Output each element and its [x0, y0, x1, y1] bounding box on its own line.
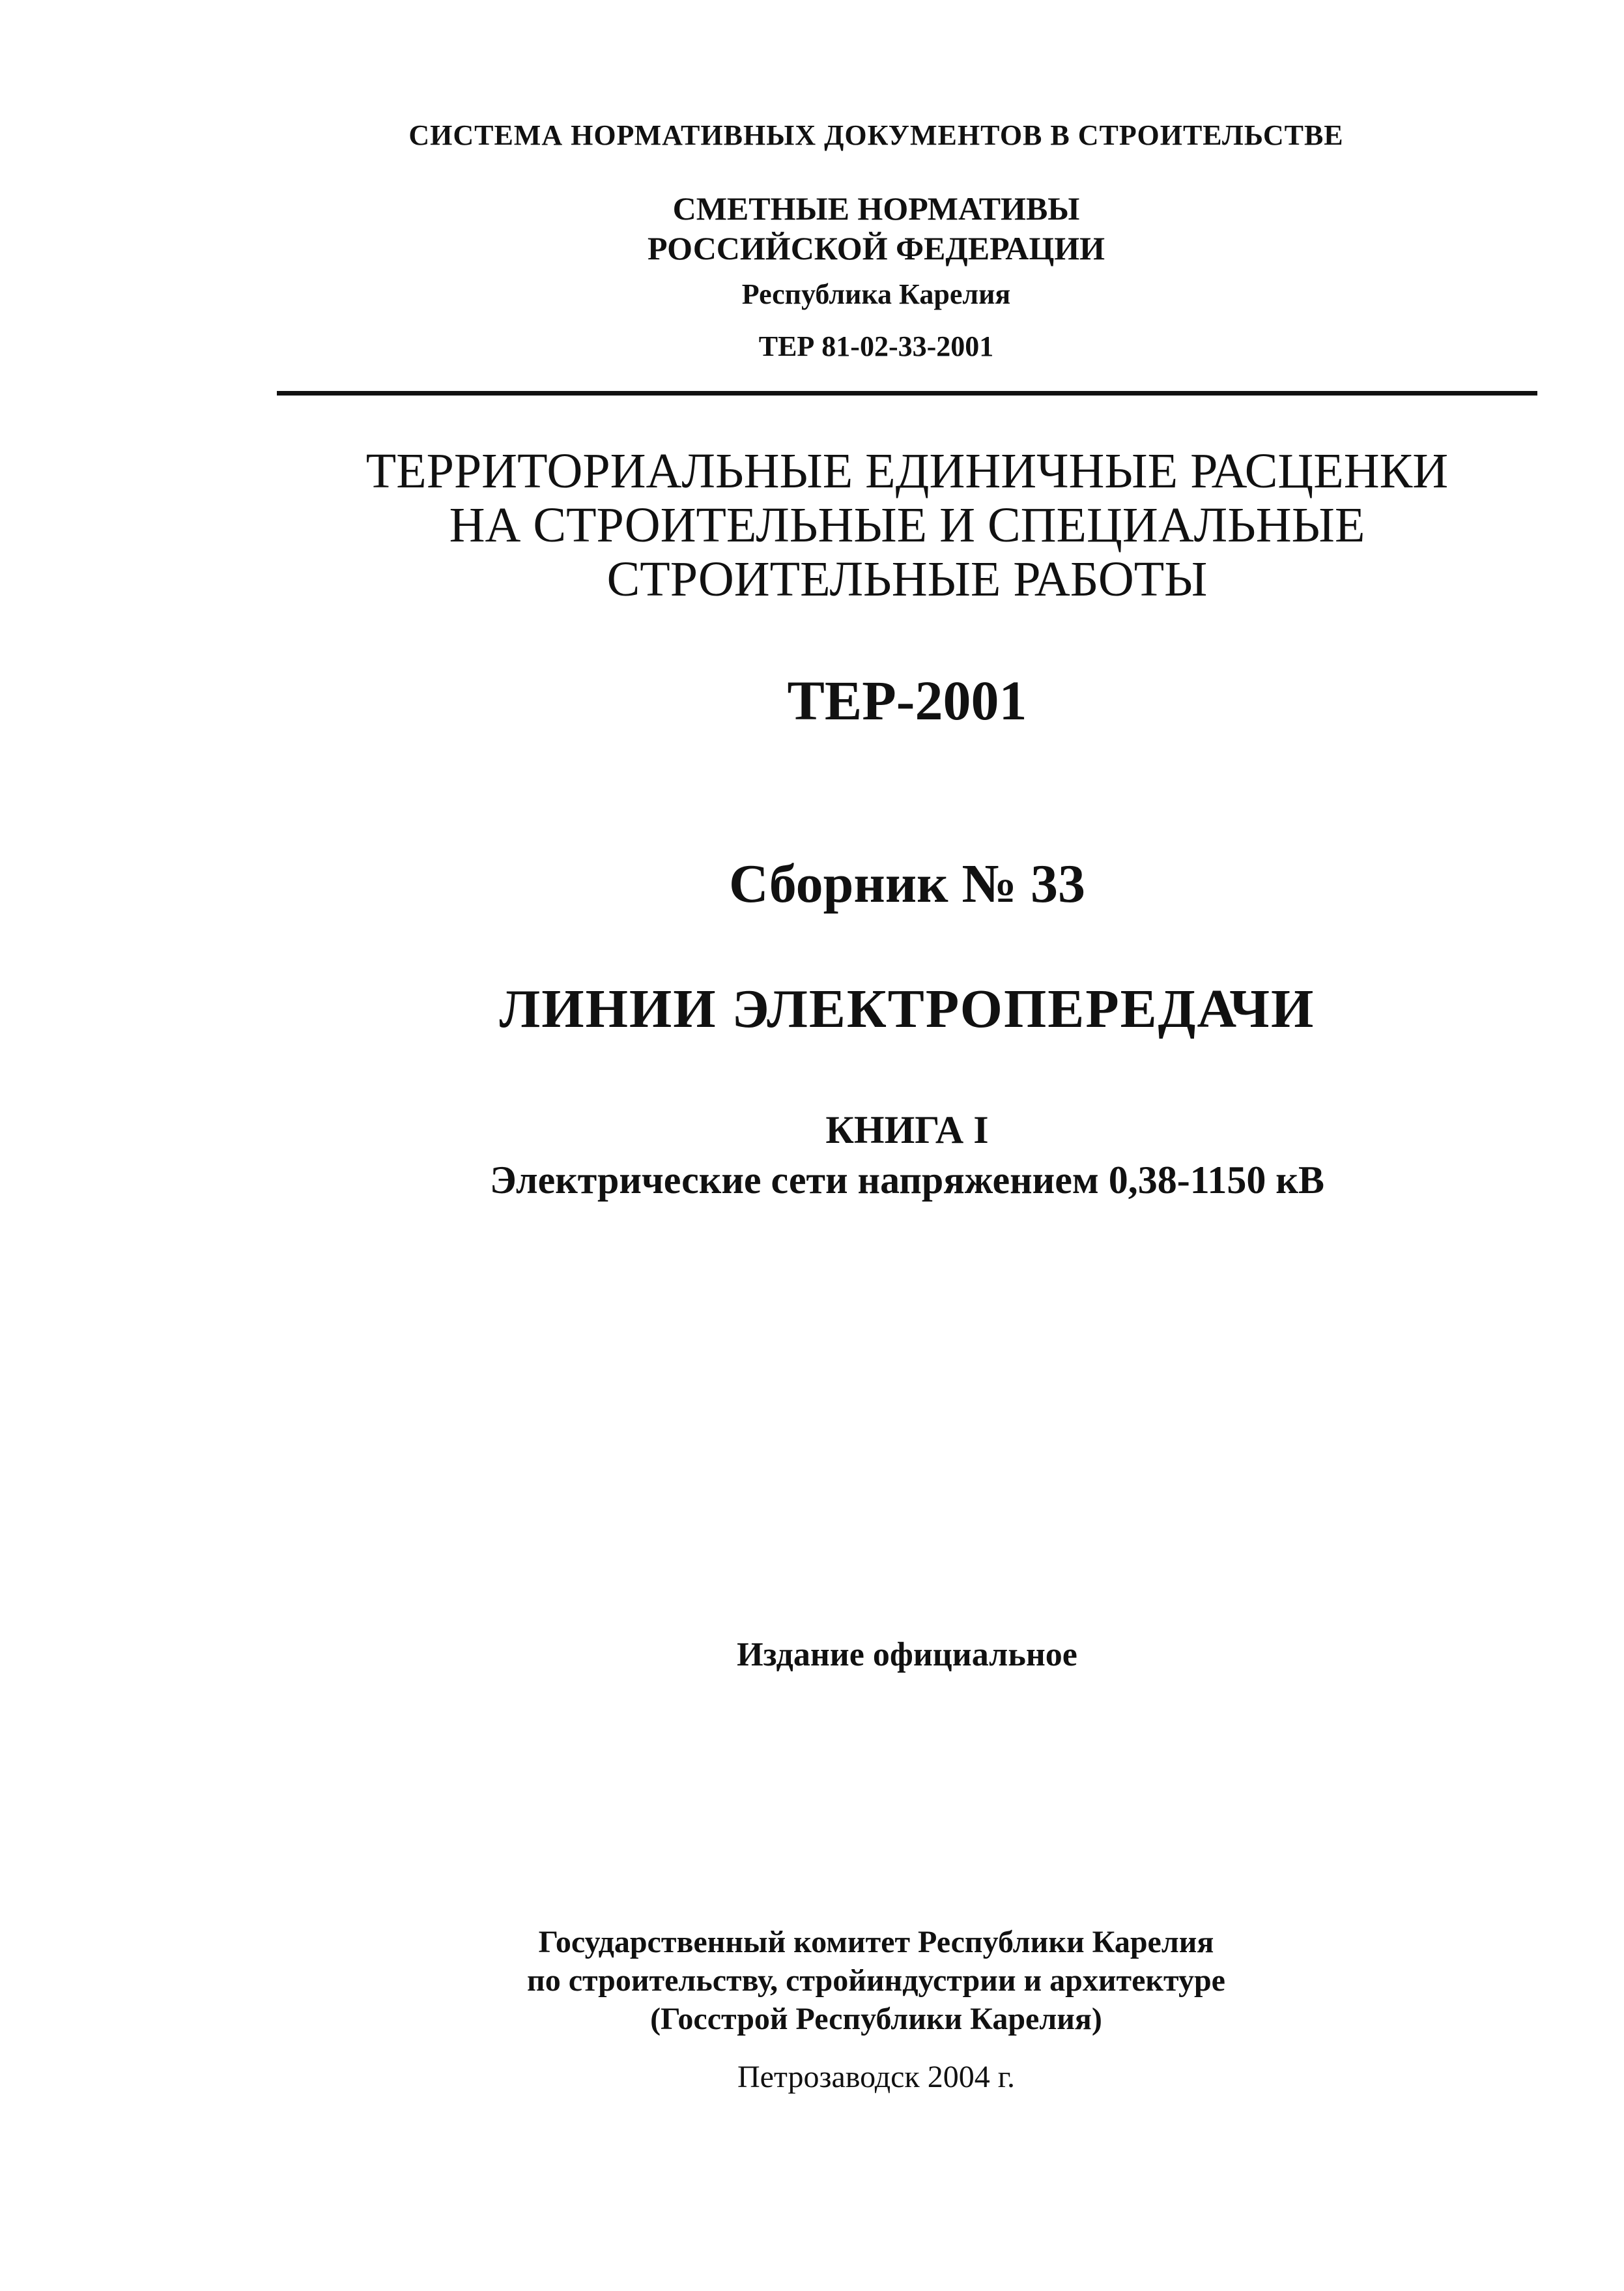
republic-name: Республика Карелия: [741, 278, 1011, 310]
edition-note: Издание официальное: [737, 1636, 1077, 1673]
publisher-line1: Государственный комитет Республики Карелия: [538, 1925, 1214, 1959]
book-subtitle: Электрические сети напряжением 0,38-1150 кВ: [490, 1159, 1324, 1202]
title-line1: ТЕРРИТОРИАЛЬНЫЕ ЕДИНИЧНЫЕ РАСЦЕНКИ: [365, 444, 1449, 498]
norms-heading-line1: СМЕТНЫЕ НОРМАТИВЫ: [672, 190, 1080, 227]
document-code: ТЕР 81-02-33-2001: [758, 330, 994, 362]
publisher-line2: по строительству, стройиндустрии и архитектуре: [527, 1963, 1225, 1998]
document-series: СИСТЕМА НОРМАТИВНЫХ ДОКУМЕНТОВ В СТРОИТЕЛЬСТВЕ: [408, 119, 1344, 151]
book-number: КНИГА I: [825, 1108, 989, 1151]
collection-name: ЛИНИИ ЭЛЕКТРОПЕРЕДАЧИ: [499, 979, 1315, 1039]
title-line3: СТРОИТЕЛЬНЫЕ РАБОТЫ: [606, 552, 1208, 607]
title-line2: НА СТРОИТЕЛЬНЫЕ И СПЕЦИАЛЬНЫЕ: [449, 498, 1365, 553]
norms-heading-line2: РОССИЙСКОЙ ФЕДЕРАЦИИ: [647, 230, 1105, 267]
collection-label: Сборник № 33: [729, 854, 1085, 914]
title-abbreviation: ТЕР-2001: [787, 669, 1027, 732]
imprint-city-year: Петрозаводск 2004 г.: [737, 2060, 1016, 2094]
publisher-line3: (Госстрой Республики Карелия): [650, 2002, 1102, 2036]
header-divider: [277, 391, 1537, 396]
